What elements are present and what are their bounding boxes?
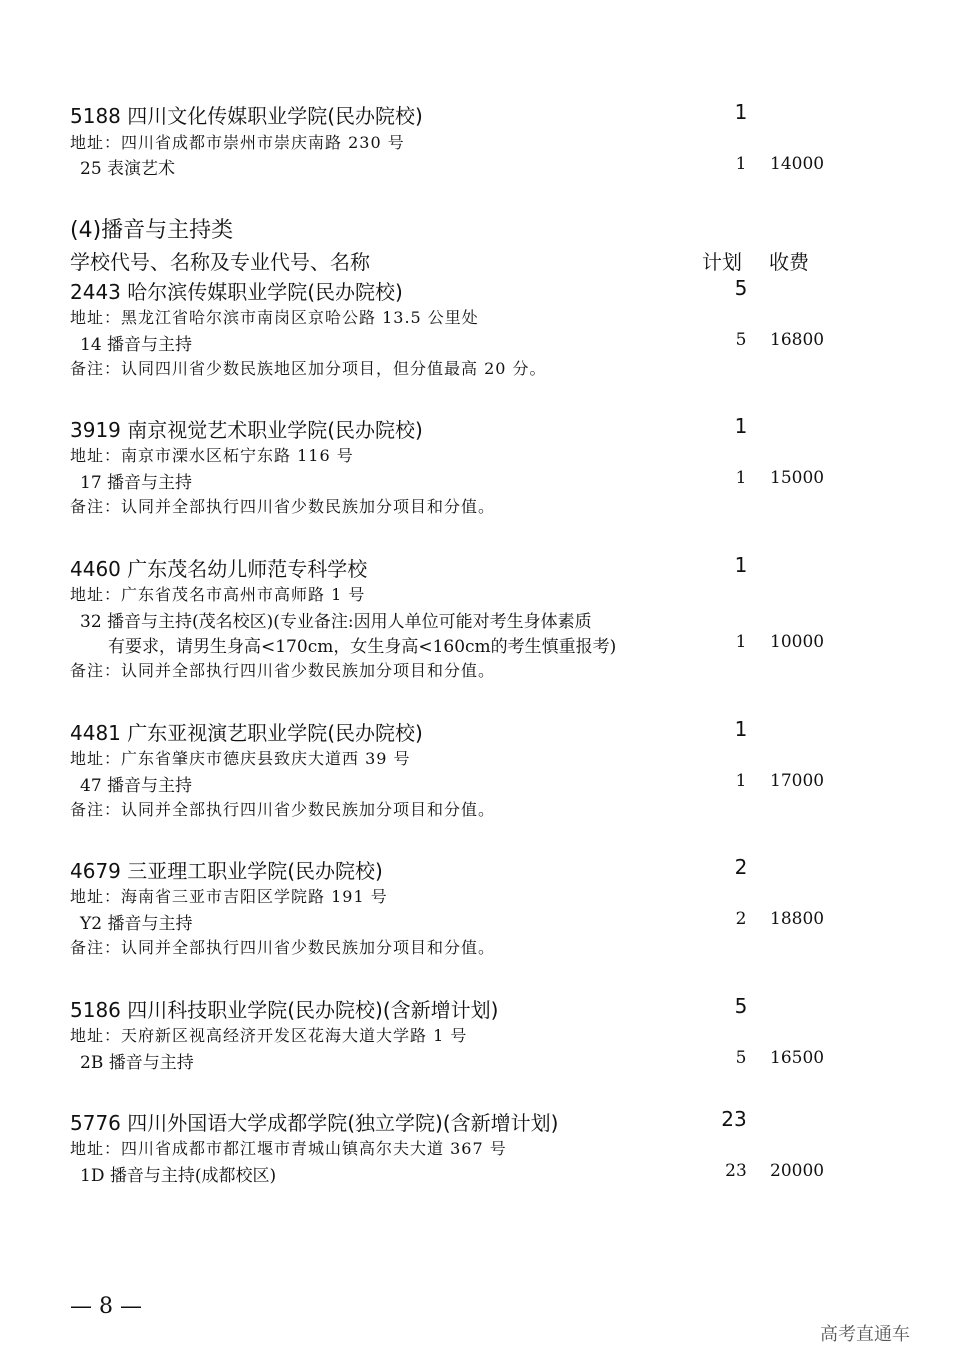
watermark: 高考直通车 <box>820 1324 910 1345</box>
school-plan: 1 <box>734 100 748 124</box>
school-name: 2443 哈尔滨传媒职业学院(民办院校) <box>70 280 403 304</box>
school-name: 4460 广东茂名幼儿师范专科学校 <box>70 557 368 581</box>
major-fee: 16500 <box>770 1048 825 1068</box>
major-plan: 23 <box>725 1161 747 1181</box>
school-address: 地址：南京市溧水区柘宁东路 116 号 <box>70 446 354 465</box>
school-name: 3919 南京视觉艺术职业学院(民办院校) <box>70 418 423 442</box>
major-name: 47 播音与主持 <box>80 776 193 796</box>
school-remark: 备注：认同并全部执行四川省少数民族加分项目和分值。 <box>70 497 496 516</box>
school-remark: 备注：认同并全部执行四川省少数民族加分项目和分值。 <box>70 938 496 957</box>
column-header-fee: 收费 <box>769 250 809 274</box>
school-address: 地址：四川省成都市都江堰市青城山镇高尔夫大道 367 号 <box>70 1139 507 1158</box>
school-plan: 2 <box>734 855 748 879</box>
school-address: 地址：广东省茂名市高州市高师路 1 号 <box>70 585 366 604</box>
major-fee: 20000 <box>770 1161 825 1181</box>
major-fee: 14000 <box>770 154 825 174</box>
school-name: 5186 四川科技职业学院(民办院校)(含新增计划) <box>70 998 499 1022</box>
major-name: 1D 播音与主持(成都校区) <box>80 1166 277 1186</box>
school-address: 地址：黑龙江省哈尔滨市南岗区京哈公路 13.5 公里处 <box>70 308 479 327</box>
major-name: 14 播音与主持 <box>80 335 193 355</box>
section-title: (4)播音与主持类 <box>70 218 234 243</box>
major-fee: 15000 <box>770 468 825 488</box>
major-plan: 1 <box>735 154 747 174</box>
school-name: 4481 广东亚视演艺职业学院(民办院校) <box>70 721 423 745</box>
major-name: 2B 播音与主持 <box>80 1053 194 1073</box>
major-name: Y2 播音与主持 <box>80 914 193 934</box>
major-name-continued: 有要求，请男生身高<170cm，女生身高<160cm的考生慎重报考) <box>108 637 617 657</box>
major-plan: 1 <box>735 771 747 791</box>
school-address: 地址：天府新区视高经济开发区花海大道大学路 1 号 <box>70 1026 468 1045</box>
school-plan: 5 <box>734 276 748 300</box>
major-name: 32 播音与主持(茂名校区)(专业备注:因用人单位可能对考生身体素质 <box>80 612 592 632</box>
school-plan: 1 <box>734 414 748 438</box>
school-name: 5188 四川文化传媒职业学院(民办院校) <box>70 104 423 128</box>
school-address: 地址：海南省三亚市吉阳区学院路 191 号 <box>70 887 388 906</box>
school-remark: 备注：认同并全部执行四川省少数民族加分项目和分值。 <box>70 661 496 680</box>
school-address: 地址：四川省成都市崇州市崇庆南路 230 号 <box>70 133 405 152</box>
school-remark: 备注：认同并全部执行四川省少数民族加分项目和分值。 <box>70 800 496 819</box>
major-plan: 5 <box>735 330 747 350</box>
major-fee: 16800 <box>770 330 825 350</box>
column-header-plan: 计划 <box>702 250 742 274</box>
major-plan: 1 <box>735 632 747 652</box>
major-fee: 17000 <box>770 771 825 791</box>
school-name: 5776 四川外国语大学成都学院(独立学院)(含新增计划) <box>70 1111 559 1135</box>
major-name: 25 表演艺术 <box>80 159 176 179</box>
major-plan: 2 <box>735 909 747 929</box>
major-name: 17 播音与主持 <box>80 473 193 493</box>
major-fee: 18800 <box>770 909 825 929</box>
school-plan: 1 <box>734 553 748 577</box>
school-name: 4679 三亚理工职业学院(民办院校) <box>70 859 383 883</box>
school-plan: 5 <box>734 994 748 1018</box>
school-plan: 1 <box>734 717 748 741</box>
major-plan: 1 <box>735 468 747 488</box>
page-number: — 8 — <box>70 1294 142 1319</box>
major-plan: 5 <box>735 1048 747 1068</box>
column-header-school: 学校代号、名称及专业代号、名称 <box>70 250 370 274</box>
school-plan: 23 <box>721 1107 747 1131</box>
major-fee: 10000 <box>770 632 825 652</box>
school-remark: 备注：认同四川省少数民族地区加分项目，但分值最高 20 分。 <box>70 359 547 378</box>
school-address: 地址：广东省肇庆市德庆县致庆大道西 39 号 <box>70 749 411 768</box>
